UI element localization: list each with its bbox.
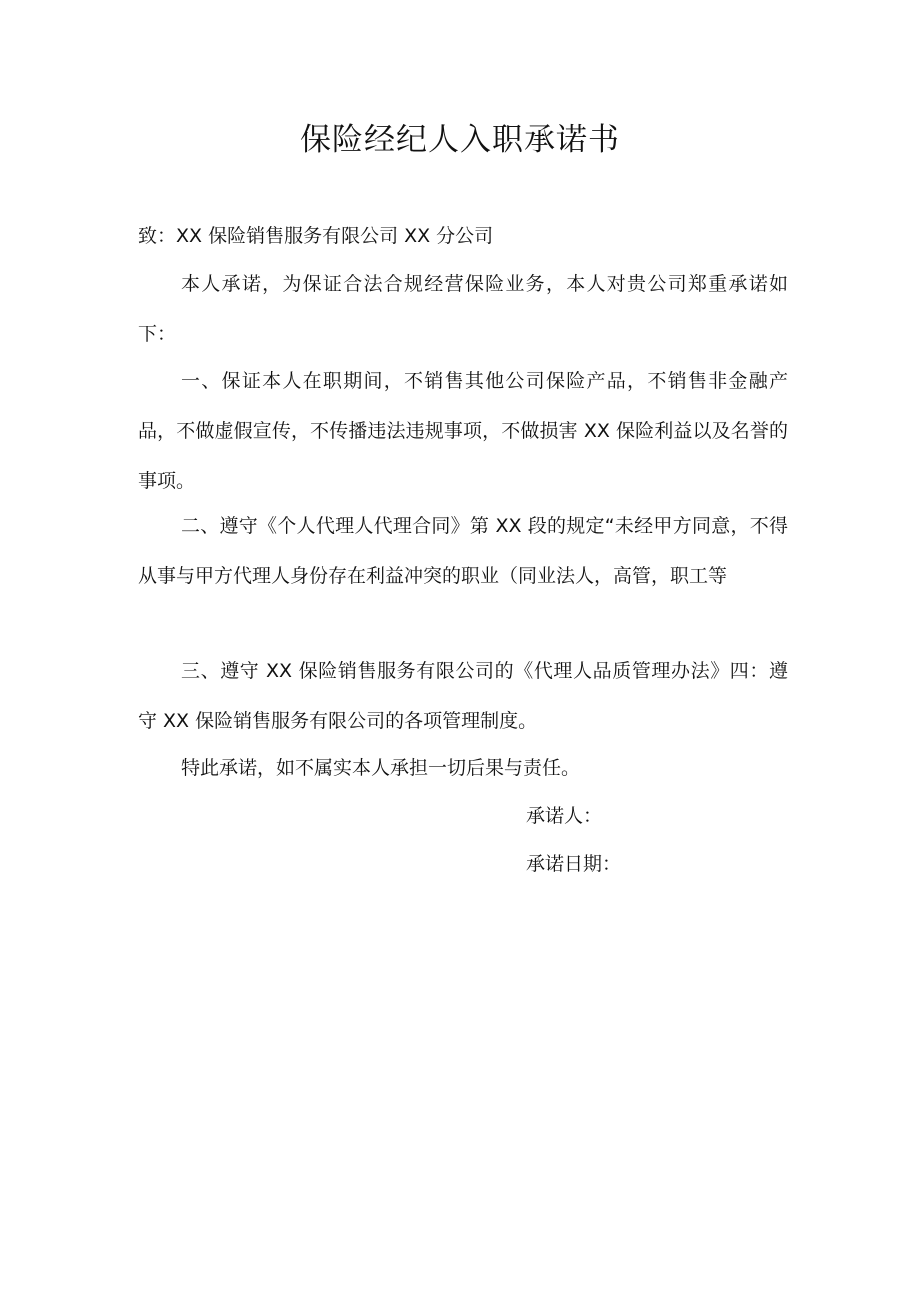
- recipient-line: 致：XX 保险销售服务有限公司 XX 分公司: [138, 225, 494, 247]
- document-title: 保险经纪人入职承诺书: [300, 122, 620, 158]
- paragraph-closing: 特此承诺，如不属实本人承担一切后果与责任。: [181, 757, 581, 779]
- promisor-label: 承诺人：: [526, 805, 603, 827]
- promise-date-label: 承诺日期：: [526, 853, 622, 875]
- paragraph-clause-2: 二、遵守《个人代理人代理合同》第 XX 段的规定“未经甲方同意，不得从事与甲方代理人身份存在利益冲突的职业（同业法人，高管，职工等: [138, 515, 788, 587]
- paragraph-intro: 本人承诺，为保证合法合规经营保险业务，本人对贵公司郑重承诺如下：: [138, 273, 788, 345]
- paragraph-clause-1: 一、保证本人在职期间，不销售其他公司保险产品，不销售非金融产品，不做虚假宣传，不传播违法违规事项，不做损害 XX 保险利益以及名誉的事项。: [138, 370, 788, 492]
- paragraph-clause-3: 三、遵守 XX 保险销售服务有限公司的《代理人品质管理办法》四：遵守 XX 保险销售服务有限公司的各项管理制度。: [138, 660, 788, 732]
